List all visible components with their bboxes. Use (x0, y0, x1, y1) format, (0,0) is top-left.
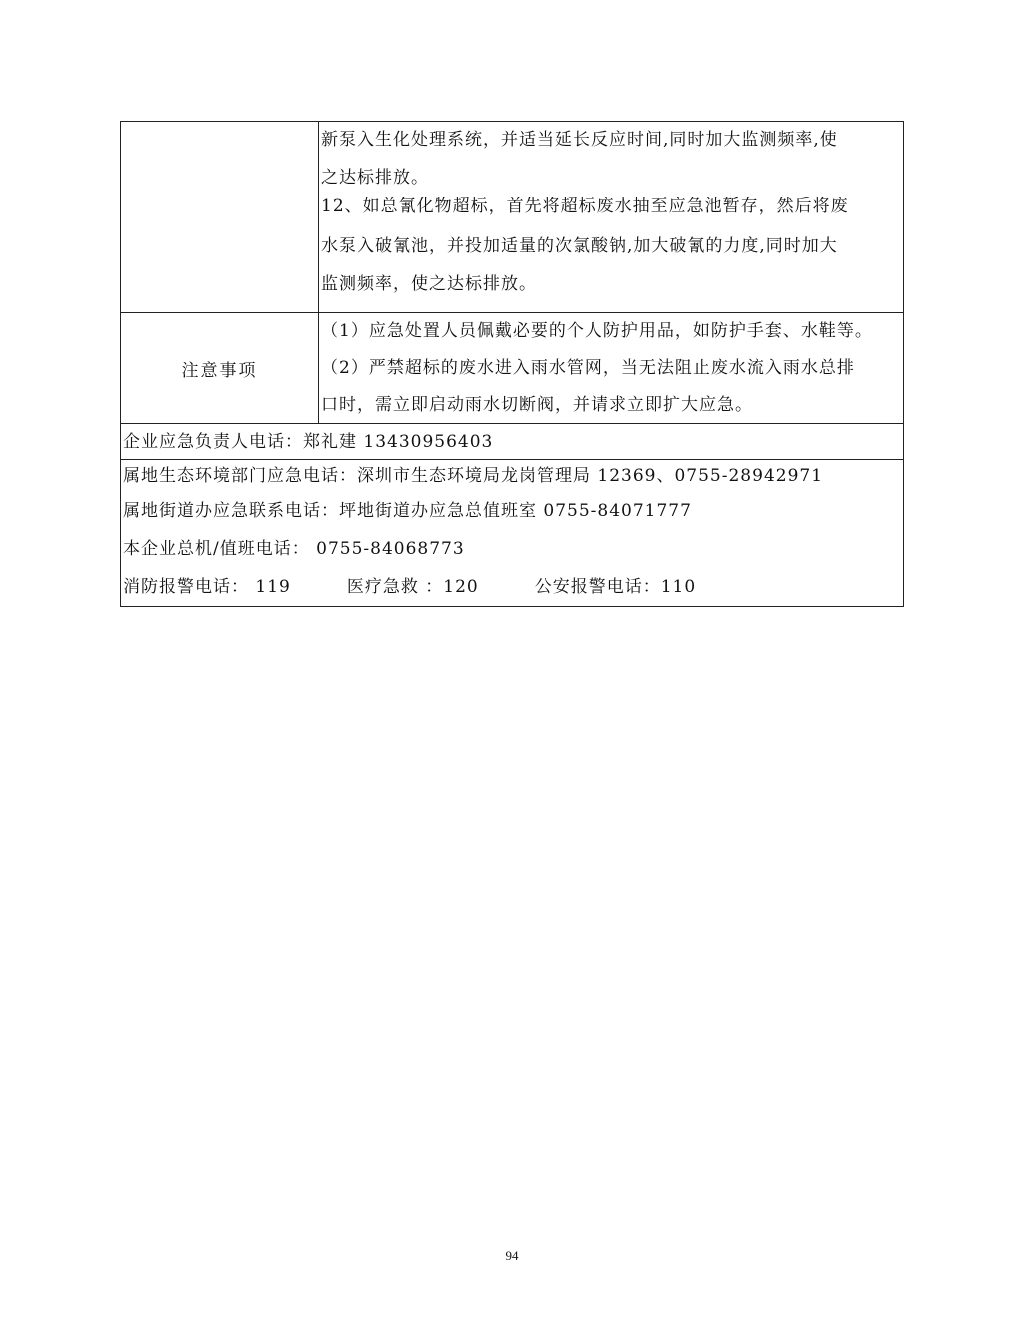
police-contact: 公安报警电话：110 (534, 577, 697, 597)
measures-line: 12、如总氰化物超标，首先将超标废水抽至应急池暂存，然后将废 (321, 197, 849, 216)
emergency-numbers (123, 568, 903, 606)
contacts-row (121, 460, 903, 606)
measures-content (319, 122, 903, 312)
fire-contact: 消防报警电话： 119 (123, 577, 291, 597)
notes-row (121, 313, 903, 424)
notes-line: （1）应急处置人员佩戴必要的个人防护用品，如防护手套、水鞋等。 (321, 321, 873, 341)
env-dept-contact: 属地生态环境部门应急电话：深圳市生态环境局龙岗管理局 12369、0755-28942971 (123, 466, 824, 486)
emergency-table (120, 121, 904, 607)
notes-line: （2）严禁超标的废水进入雨水管网，当无法阻止废水流入雨水总排 (321, 358, 855, 378)
notes-content (319, 313, 903, 423)
measures-line: 新泵入生化处理系统，并适当延长反应时间,同时加大监测频率,使 (321, 130, 838, 150)
medical-contact: 医疗急救 ：120 (346, 577, 479, 597)
notes-label: 注意事项 (121, 313, 319, 423)
notes-line: 口时，需立即启动雨水切断阀，并请求立即扩大应急。 (321, 395, 753, 415)
contacts-cell (121, 460, 903, 606)
measures-line: 之达标排放。 (321, 167, 429, 188)
switchboard-contact: 本企业总机/值班电话： 0755-84068773 (123, 539, 465, 559)
measures-line: 监测频率，使之达标排放。 (321, 273, 537, 294)
page-number: 94 (505, 1248, 519, 1263)
measures-row (121, 122, 903, 313)
measures-line: 水泵入破氰池，并投加适量的次氯酸钠,加大破氰的力度,同时加大 (321, 236, 838, 256)
street-office-contact: 属地街道办应急联系电话：坪地街道办应急总值班室 0755-84071777 (123, 501, 692, 521)
enterprise-contact-row (121, 424, 903, 460)
enterprise-contact: 企业应急负责人电话：郑礼建 13430956403 (123, 432, 494, 452)
measures-label-cell (121, 122, 319, 312)
